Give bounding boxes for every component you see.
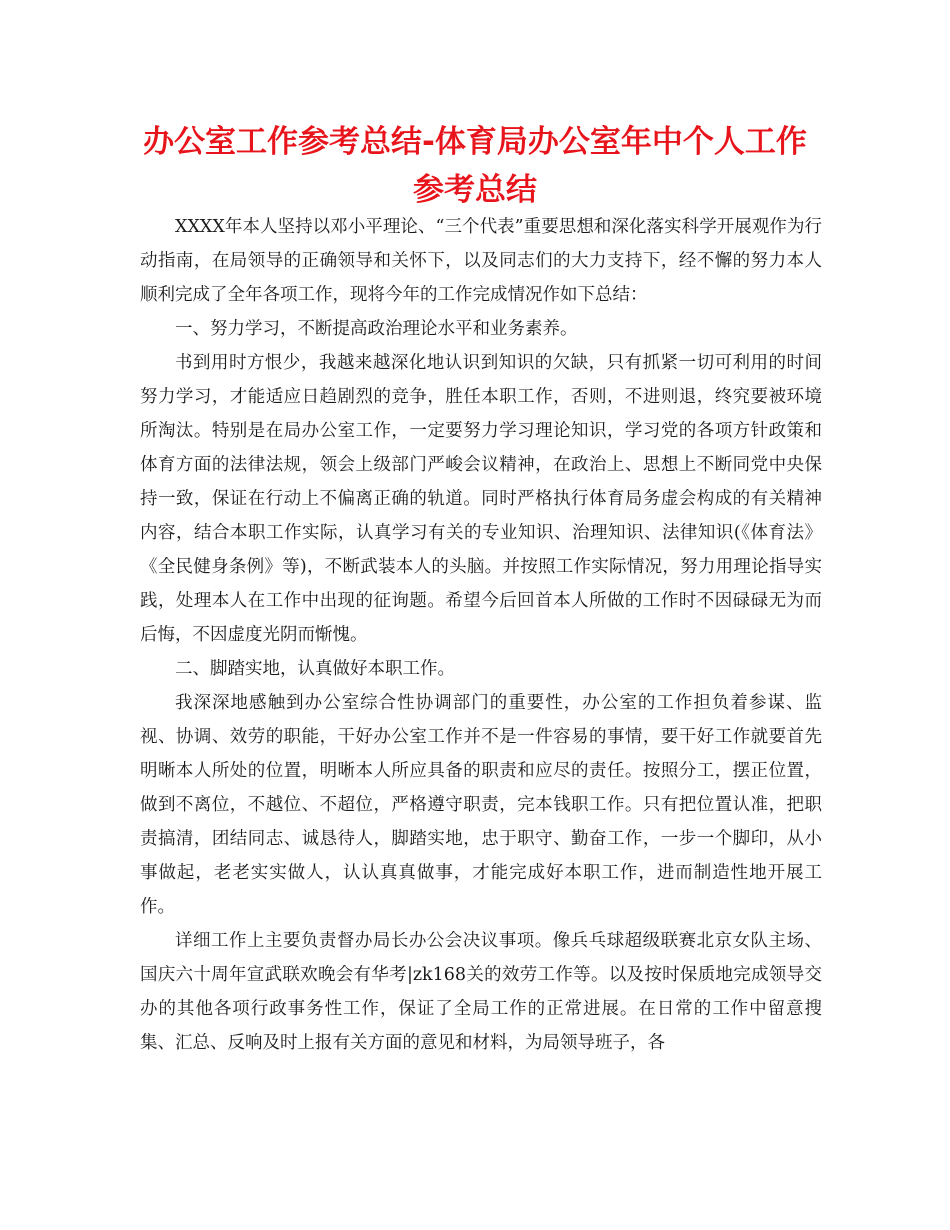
section-heading-2: 二、脚踏实地，认真做好本职工作。	[175, 659, 455, 679]
document-title: 办公室工作参考总结-体育局办公室年中个人工作参考总结	[143, 124, 807, 208]
paragraph-duty: 我深深地感触到办公室综合性协调部门的重要性，办公室的工作担负着参谋、监视、协调、效劳的职能，干好办公室工作并不是一件容易的事情，要干好工作就要首先明晰本人所处的位置，明晰本人所应具备的职责和应尽的责任。按照分工，摆正位置，做到不离位，不越位、不超位，严格遵守职责，完本钱职工作。只有把位置认准，把职责搞清，团结同志、诚恳待人，脚踏实地，忠于职守、勤奋工作，一步一个脚印，从小事做起，老老实实做人，认认真真做事，才能完成好本职工作，进而制造性地开展工作。	[140, 693, 822, 917]
paragraph-details: 详细工作上主要负责督办局长办公会决议事项。像兵乓球超级联赛北京女队主场、国庆六十周年宣武联欢晚会有华考|zk168关的效劳工作等。以及按时保质地完成领导交办的其他各项行政事务性工作，保证了全局工作的正常进展。在日常的工作中留意搜集、汇总、反响及时上报有关方面的意见和材料，为局领导班子，各	[140, 931, 822, 1053]
section-heading-1: 一、努力学习，不断提高政治理论水平和业务素养。	[175, 319, 578, 339]
document-body	[140, 210, 822, 1060]
paragraph-study: 书到用时方恨少，我越来越深化地认识到知识的欠缺，只有抓紧一切可利用的时间努力学习，才能适应日趋剧烈的竞争，胜任本职工作，否则，不进则退，终究要被环境所淘汰。特别是在局办公室工作，一定要努力学习理论知识，学习党的各项方针政策和体育方面的法律法规，领会上级部门严峻会议精神，在政治上、思想上不断同党中央保持一致，保证在行动上不偏离正确的轨道。同时严格执行体育局务虚会构成的有关精神内容，结合本职工作实际，认真学习有关的专业知识、治理知识、法律知识(《体育法》《全民健身条例》等)，不断武装本人的头脑。并按照工作实际情况，努力用理论指导实践，处理本人在工作中出现的征询题。希望今后回首本人所做的工作时不因碌碌无为而后悔，不因虚度光阴而惭愧。	[140, 353, 822, 645]
paragraph-intro: XXXX年本人坚持以邓小平理论、“三个代表”重要思想和深化落实科学开展观作为行动指南，在局领导的正确领导和关怀下，以及同志们的大力支持下，经不懈的努力本人顺利完成了全年各项工作，现将今年的工作完成情况作如下总结：	[140, 217, 822, 305]
